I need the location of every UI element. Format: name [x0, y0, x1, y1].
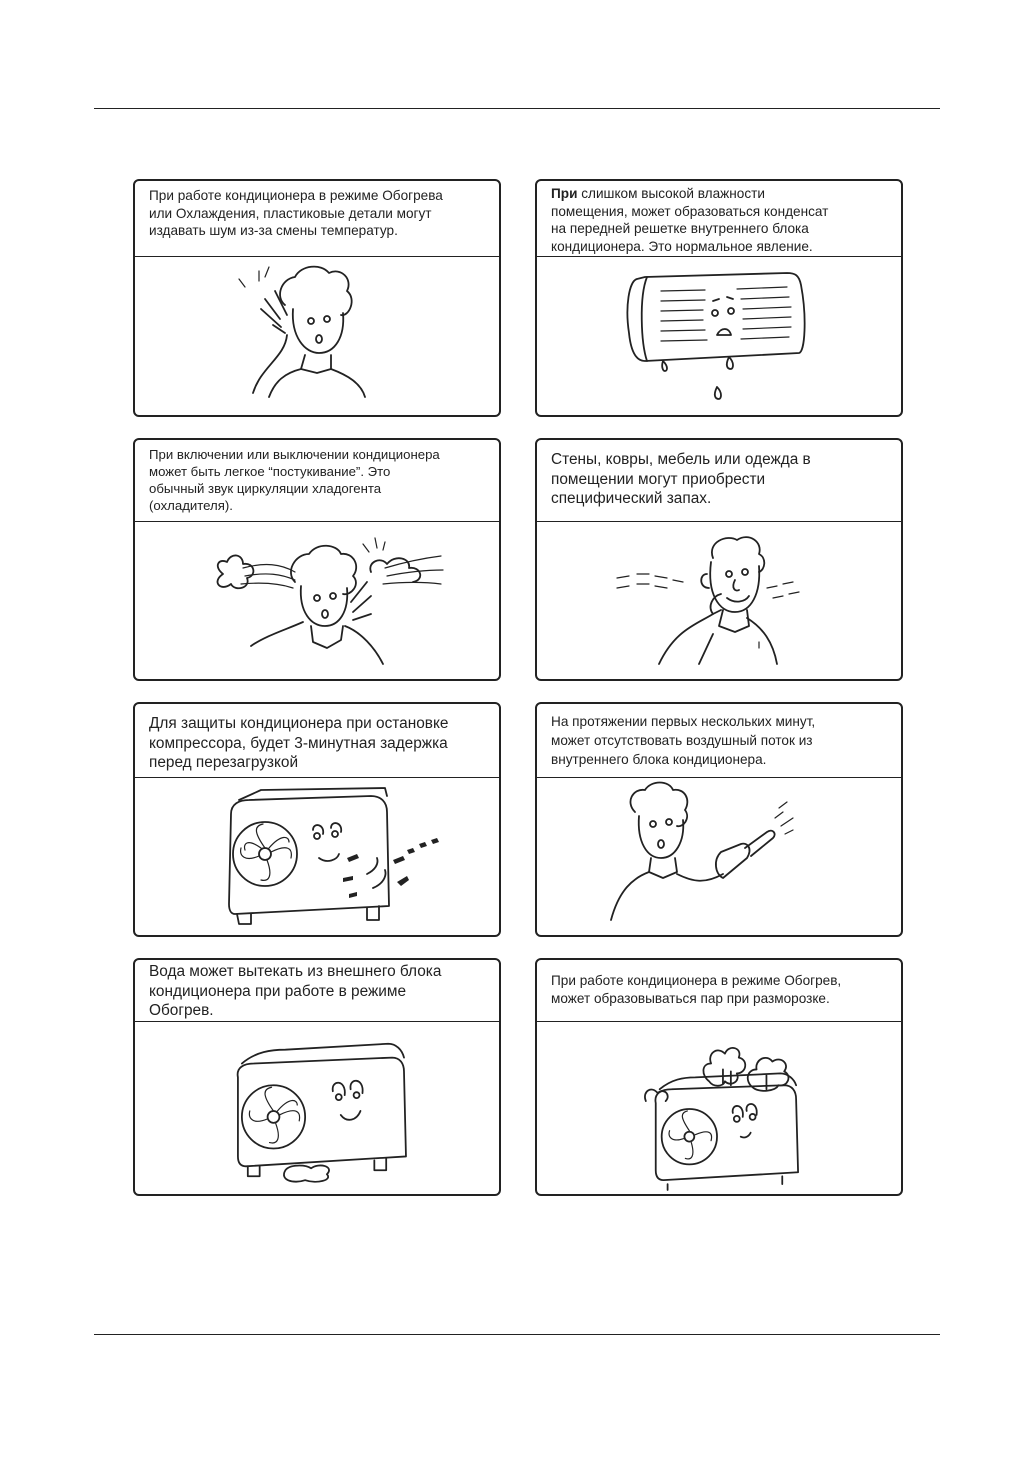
card-caption [537, 181, 901, 257]
caption-line: помещения, может образоваться конденсат [551, 203, 829, 219]
outdoor-unit-talking-icon [135, 778, 499, 935]
caption-line: Обогрев. [149, 1002, 214, 1019]
caption-line: на передней решетке внутреннего блока [551, 221, 809, 236]
footer-rule [94, 1334, 940, 1335]
man-with-remote-icon [537, 778, 901, 935]
caption-line: издавать шум из-за смены температур. [149, 223, 398, 238]
card-refrigerant-sound [133, 438, 501, 681]
card-no-airflow [535, 702, 903, 937]
caption-line: При работе кондиционера в режиме Обогрева [149, 188, 443, 203]
caption-line: может быть легкое “постукивание”. Это [149, 464, 391, 479]
caption-line: При слишком высокой влажности [551, 186, 765, 201]
caption-line: Для защиты кондиционера при остановке [149, 715, 449, 732]
caption-line: кондиционера. Это нормальное явление. [551, 238, 813, 254]
caption-line: кондиционера при работе в режиме [149, 982, 407, 1000]
card-caption [537, 960, 901, 1022]
card-defrost-steam [535, 958, 903, 1196]
card-caption [135, 181, 499, 257]
caption-line: компрессора, будет 3-минутная задержка [149, 734, 448, 752]
card-caption [537, 440, 901, 522]
woman-hearing-sound-waves-icon [135, 522, 499, 679]
caption-line: Вода может вытекать из внешнего блока [149, 963, 442, 980]
card-caption [135, 704, 499, 778]
caption-line: внутреннего блока кондиционера. [551, 752, 767, 767]
card-water-leak [133, 958, 501, 1196]
card-compressor-delay [133, 702, 501, 937]
caption-line: перед перезагрузкой [149, 754, 299, 771]
caption-line: может образовываться пар при разморозке. [551, 991, 830, 1006]
header-rule [94, 108, 940, 109]
caption-line: помещении могут приобрести [551, 470, 766, 488]
caption-line: Стены, ковры, мебель или одежда в [551, 451, 811, 468]
caption-line: При включении или выключении кондиционера [149, 447, 440, 462]
card-caption [135, 960, 499, 1022]
man-smelling-odor-icon [537, 522, 901, 679]
card-odor [535, 438, 903, 681]
caption-line: специфический запах. [551, 490, 712, 507]
card-caption [135, 440, 499, 522]
outdoor-unit-steam-icon [537, 1022, 901, 1194]
caption-line: или Охлаждения, пластиковые детали могут [149, 205, 432, 221]
card-plastic-noise [133, 179, 501, 417]
card-condensate [535, 179, 903, 417]
caption-line: обычный звук циркуляции хладогента [149, 481, 382, 496]
caption-line: (охладителя). [149, 498, 233, 513]
outdoor-unit-water-puddle-icon [135, 1022, 499, 1194]
woman-hand-to-ear-icon [135, 257, 499, 415]
caption-line: может отсутствовать воздушный поток из [551, 733, 813, 748]
caption-line: При работе кондиционера в режиме Обогрев, [551, 973, 842, 988]
card-caption [537, 704, 901, 778]
dripping-indoor-unit-icon [537, 257, 901, 415]
caption-line: На протяжении первых нескольких минут, [551, 714, 816, 729]
